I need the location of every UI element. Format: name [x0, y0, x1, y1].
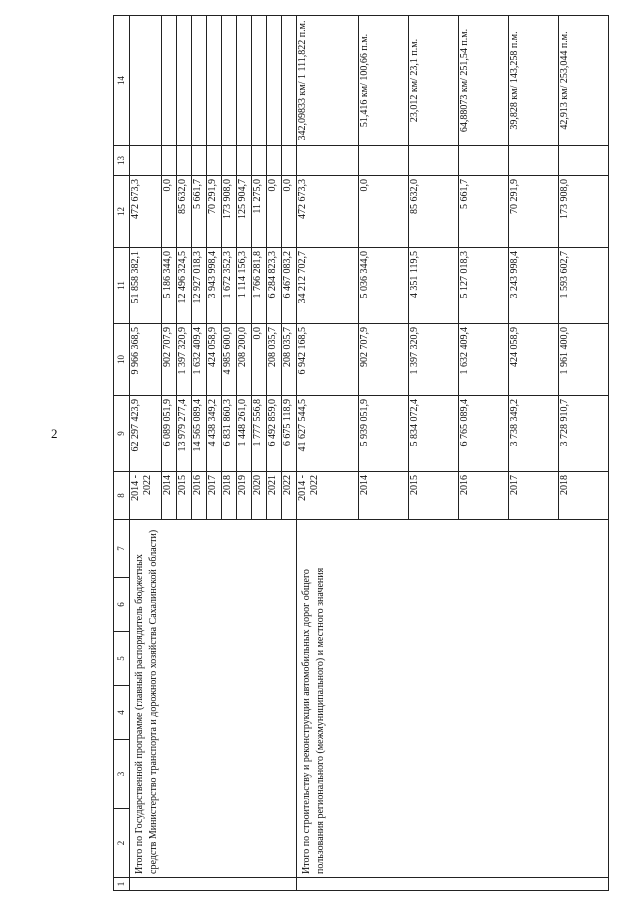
header-cell: 1: [114, 878, 130, 891]
header-cell: 11: [114, 248, 130, 324]
total-value-cell: 6 831 860,3: [222, 396, 237, 472]
value-col11-cell: 1 593 602,7: [559, 248, 609, 324]
year-cell: 2017: [207, 472, 222, 520]
value-col12-cell: 0,0: [359, 176, 409, 248]
value-col11-cell: 12 496 324,5: [177, 248, 192, 324]
value-col10-cell: 1 632 409,4: [459, 324, 509, 396]
col1-cell: [297, 878, 609, 891]
year-cell: 2017: [509, 472, 559, 520]
value-col10-cell: 4 985 600,0: [222, 324, 237, 396]
value-col12-cell: 85 632,0: [177, 176, 192, 248]
value-col11-cell: 3 943 998,4: [207, 248, 222, 324]
value-col10-cell: 6 942 168,5: [297, 324, 359, 396]
value-col12-cell: 70 291,9: [509, 176, 559, 248]
header-cell: 2: [114, 809, 130, 878]
header-cell: 4: [114, 686, 130, 740]
length-cell: 42,913 км/ 253,044 п.м.: [559, 16, 609, 146]
table-row: [297, 16, 359, 891]
column-number-row: [114, 16, 130, 891]
year-cell: 2022: [282, 472, 297, 520]
year-cell: 2016: [459, 472, 509, 520]
value-col10-cell: 1 397 320,9: [177, 324, 192, 396]
value-col11-cell: 3 243 998,4: [509, 248, 559, 324]
page-number: 2: [51, 426, 58, 441]
value-col10-cell: 0,0: [252, 324, 267, 396]
value-col13-cell: [559, 146, 609, 176]
length-cell: [237, 16, 252, 146]
total-value-cell: 4 438 349,2: [207, 396, 222, 472]
value-col10-cell: 9 966 368,5: [130, 324, 162, 396]
year-cell: 2016: [192, 472, 207, 520]
program-total-block: [130, 16, 297, 891]
total-value-cell: 41 627 544,5: [297, 396, 359, 472]
value-col13-cell: [237, 146, 252, 176]
value-col10-cell: 208 035,7: [282, 324, 297, 396]
value-col13-cell: [359, 146, 409, 176]
value-col13-cell: [177, 146, 192, 176]
value-col10-cell: 1 961 400,0: [559, 324, 609, 396]
year-cell: 2018: [222, 472, 237, 520]
road-construction-block: [297, 16, 609, 891]
header-cell: 7: [114, 520, 130, 578]
total-value-cell: 6 492 859,0: [267, 396, 282, 472]
value-col13-cell: [297, 146, 359, 176]
value-col13-cell: [207, 146, 222, 176]
length-cell: [222, 16, 237, 146]
length-cell: 342,09833 км/ 1 111,822 п.м.: [297, 16, 359, 146]
year-cell: 2014 - 2022: [297, 472, 359, 520]
value-col10-cell: 902 707,9: [162, 324, 177, 396]
length-cell: [192, 16, 207, 146]
header-cell: 9: [114, 396, 130, 472]
total-value-cell: 6 089 051,9: [162, 396, 177, 472]
header-cell: 10: [114, 324, 130, 396]
total-value-cell: 5 939 051,9: [359, 396, 409, 472]
value-col12-cell: 0,0: [282, 176, 297, 248]
value-col11-cell: 1 114 156,3: [237, 248, 252, 324]
value-col12-cell: 70 291,9: [207, 176, 222, 248]
value-col13-cell: [130, 146, 162, 176]
value-col12-cell: 173 908,0: [222, 176, 237, 248]
value-col13-cell: [282, 146, 297, 176]
value-col12-cell: 11 275,0: [252, 176, 267, 248]
value-col13-cell: [459, 146, 509, 176]
year-cell: 2014: [359, 472, 409, 520]
length-cell: [162, 16, 177, 146]
year-cell: 2015: [177, 472, 192, 520]
total-value-cell: 5 834 072,4: [409, 396, 459, 472]
value-col12-cell: 173 908,0: [559, 176, 609, 248]
value-col11-cell: 51 858 382,1: [130, 248, 162, 324]
year-cell: 2018: [559, 472, 609, 520]
budget-table: [113, 15, 609, 891]
total-value-cell: 6 765 089,4: [459, 396, 509, 472]
value-col12-cell: 0,0: [162, 176, 177, 248]
value-col11-cell: 6 467 083,2: [282, 248, 297, 324]
length-cell: [207, 16, 222, 146]
value-col10-cell: 208 035,7: [267, 324, 282, 396]
value-col10-cell: 1 632 409,4: [192, 324, 207, 396]
length-cell: 64,88073 км/ 251,54 п.м.: [459, 16, 509, 146]
value-col13-cell: [409, 146, 459, 176]
header-cell: 12: [114, 176, 130, 248]
length-cell: [177, 16, 192, 146]
value-col10-cell: 902 707,9: [359, 324, 409, 396]
length-cell: [130, 16, 162, 146]
value-col11-cell: 1 672 352,3: [222, 248, 237, 324]
header-cell: 5: [114, 632, 130, 686]
value-col12-cell: 5 661,7: [192, 176, 207, 248]
value-col11-cell: 1 766 281,8: [252, 248, 267, 324]
length-cell: 51,416 км/ 100,66 п.м.: [359, 16, 409, 146]
row-description: Итого по Государственной программе (главный распорядитель бюджетных средств Министерство транспорта и дорожного хозяйства Сахалинской области): [130, 520, 297, 878]
value-col11-cell: 12 927 018,3: [192, 248, 207, 324]
length-cell: [267, 16, 282, 146]
length-cell: 39,828 км/ 143,258 п.м.: [509, 16, 559, 146]
value-col10-cell: 424 058,9: [207, 324, 222, 396]
value-col11-cell: 6 284 823,3: [267, 248, 282, 324]
value-col10-cell: 424 058,9: [509, 324, 559, 396]
year-cell: 2019: [237, 472, 252, 520]
value-col10-cell: 1 397 320,9: [409, 324, 459, 396]
value-col13-cell: [252, 146, 267, 176]
rotated-table-wrapper: [113, 16, 570, 891]
col1-cell: [130, 878, 297, 891]
value-col12-cell: 85 632,0: [409, 176, 459, 248]
value-col13-cell: [162, 146, 177, 176]
year-cell: 2021: [267, 472, 282, 520]
total-value-cell: 1 777 556,8: [252, 396, 267, 472]
total-value-cell: 6 675 118,9: [282, 396, 297, 472]
year-cell: 2014: [162, 472, 177, 520]
value-col12-cell: 472 673,3: [297, 176, 359, 248]
length-cell: [252, 16, 267, 146]
total-value-cell: 62 297 423,9: [130, 396, 162, 472]
value-col12-cell: 125 904,7: [237, 176, 252, 248]
value-col12-cell: 472 673,3: [130, 176, 162, 248]
header-cell: 3: [114, 740, 130, 809]
value-col13-cell: [192, 146, 207, 176]
value-col11-cell: 5 186 344,0: [162, 248, 177, 324]
value-col11-cell: 34 212 702,7: [297, 248, 359, 324]
header-cell: 13: [114, 146, 130, 176]
header-cell: 8: [114, 472, 130, 520]
length-cell: [282, 16, 297, 146]
value-col12-cell: 5 661,7: [459, 176, 509, 248]
value-col13-cell: [509, 146, 559, 176]
value-col10-cell: 208 200,0: [237, 324, 252, 396]
table-row: [130, 16, 162, 891]
total-value-cell: 13 979 277,4: [177, 396, 192, 472]
year-cell: 2014 - 2022: [130, 472, 162, 520]
total-value-cell: 3 738 349,2: [509, 396, 559, 472]
length-cell: 23,012 км/ 23,1 п.м.: [409, 16, 459, 146]
value-col11-cell: 4 351 119,5: [409, 248, 459, 324]
value-col12-cell: 0,0: [267, 176, 282, 248]
total-value-cell: 1 448 261,0: [237, 396, 252, 472]
value-col11-cell: 5 036 344,0: [359, 248, 409, 324]
value-col13-cell: [267, 146, 282, 176]
total-value-cell: 3 728 910,7: [559, 396, 609, 472]
header-cell: 6: [114, 578, 130, 632]
year-cell: 2020: [252, 472, 267, 520]
year-cell: 2015: [409, 472, 459, 520]
total-value-cell: 14 565 089,4: [192, 396, 207, 472]
value-col11-cell: 5 127 018,3: [459, 248, 509, 324]
row-description: Итого по строительству и реконструкции автомобильных дорог общего пользования регионального (межмуниципального) и местного значения: [297, 520, 609, 878]
header-cell: 14: [114, 16, 130, 146]
value-col13-cell: [222, 146, 237, 176]
